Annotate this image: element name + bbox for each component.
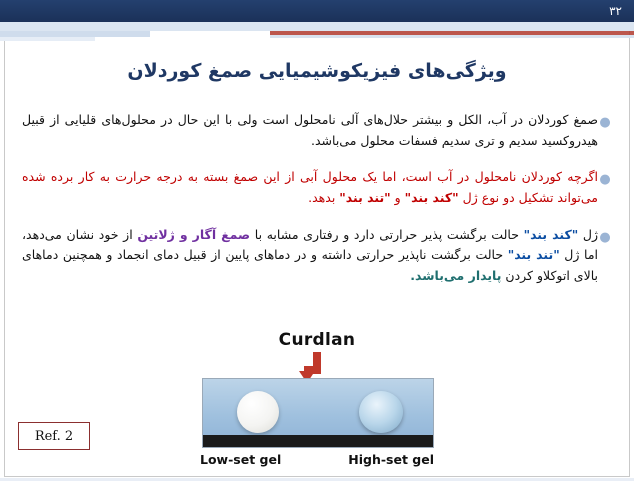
figure-title: Curdlan [278,330,356,350]
photo-base [203,435,433,447]
bullet-2-segment-4: و [390,189,405,205]
bullet-3-segment-3: حالت برگشت پذیر حرارتی دارد و رفتاری مشابه با [250,226,524,242]
list-item [22,225,612,287]
header-red-accent-shadow [270,35,634,38]
gel-photo [202,378,434,448]
bullet-list [22,110,612,302]
reference-box [18,422,90,450]
bullet-dot-icon: ● [599,229,611,245]
bullet-3-segment-6: "تند بند" [507,247,560,263]
reference-label: Ref. 2 [34,428,74,444]
bullet-text-1 [22,110,598,151]
bullet-2-segment-3: "کند بند" [404,189,459,205]
bullet-2-segment-2: بسته به درجه حرارت به کار برده شده می‌تواند تشکیل دو نوع ژل [22,169,598,205]
bullet-1-segment-1: صمغ کوردلان در آب، الکل و بیشتر حلال‌های آلی نامحلول است ولی با این حال در محلول‌های قلیایی از قبیل هیدروکسید سدیم و تری سدیم فسفات محلول می‌باشد. [22,112,598,148]
header-band-gradient [0,0,634,22]
header-light-strip [0,22,634,31]
figure-label-low-set: Low-set gel [200,452,282,467]
page-title: ویژگی‌های فیزیکوشیمیایی صمغ کوردلان [127,60,507,82]
bullet-3-segment-5: از خود نشان می‌دهد، اما ژل [22,226,598,263]
low-set-gel-image [237,391,279,433]
header-left-decoration-secondary [0,37,95,41]
bullet-text-2 [22,167,598,208]
bullet-2-segment-5: "تند بند" [339,189,391,205]
bullet-dot-icon: ● [599,172,611,188]
bullet-3-segment-2: "کند بند" [523,226,579,242]
bullet-3-segment-1: ژل [578,226,598,242]
bullet-dot-icon: ● [599,115,611,130]
bullet-3-segment-8: پایدار می‌باشد. [410,267,502,283]
figure-label-high-set: High-set gel [348,452,434,467]
header-band [0,0,634,22]
bullet-3-segment-4: صمغ آگار و ژلاتین [137,226,251,242]
page-number: ۳۲ [609,4,622,18]
bullet-2-segment-1: اگرچه کوردلان نامحلول در آب است، اما یک محلول آبی از این صمغ [228,169,598,185]
bullet-text-3 [22,225,598,287]
bullet-3-segment-7: حالت برگشت ناپذیر حرارتی داشته و در دماهای پایین از قبیل دمای انجماد و همچنین دماهای بالای اتوکلاو کردن [22,247,598,283]
list-item [22,167,612,208]
figure-labels [186,452,448,467]
bullet-2-segment-6: بدهد. [308,189,340,205]
list-item [22,110,612,151]
high-set-gel-image [359,391,403,433]
curdlan-figure [186,330,448,472]
